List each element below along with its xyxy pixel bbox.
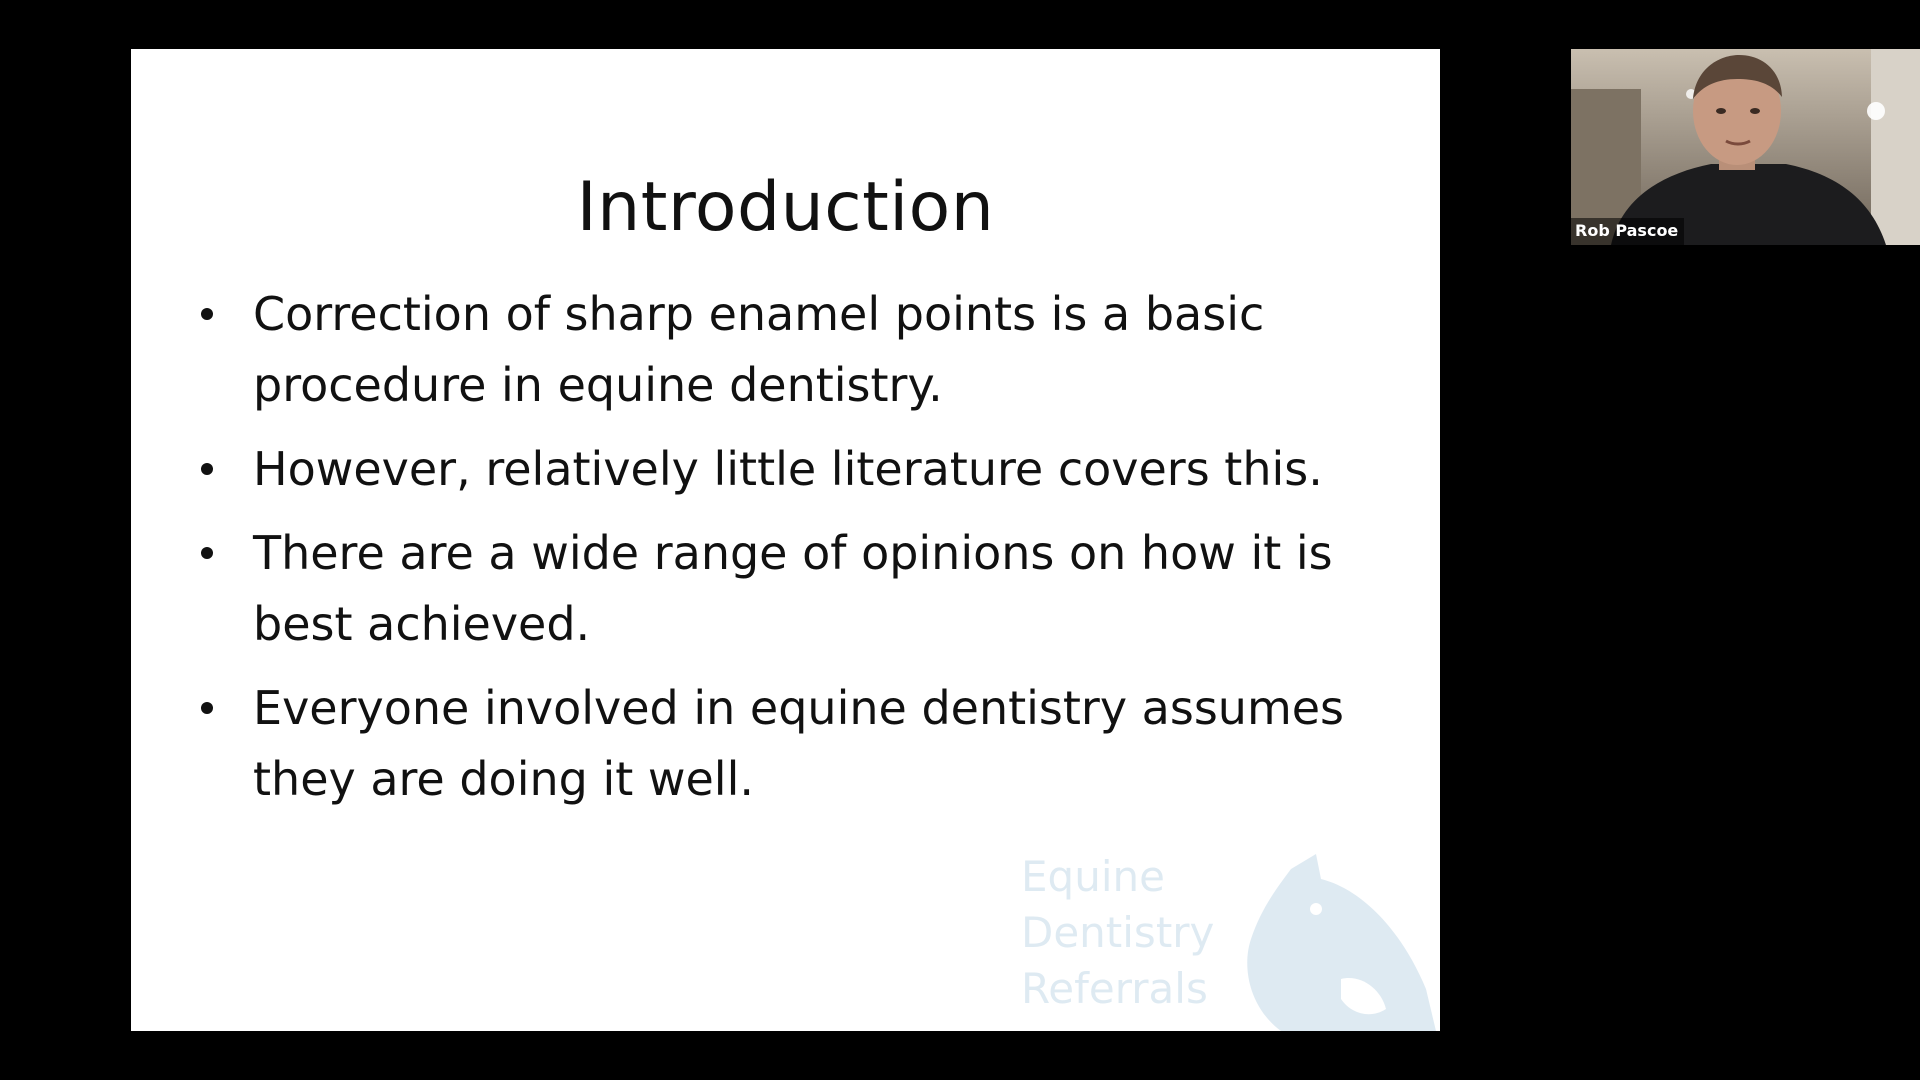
bullet-text: Correction of sharp enamel points is a basic procedure in equine dentistry. <box>253 287 1265 412</box>
bullet-text: There are a wide range of opinions on how it is best achieved. <box>253 526 1333 651</box>
bullet-text: Everyone involved in equine dentistry assumes they are doing it well. <box>253 681 1345 806</box>
watermark-line: Equine <box>1021 852 1165 901</box>
bullet-item <box>201 434 1381 505</box>
bullet-item <box>201 518 1381 660</box>
bullet-item <box>201 673 1381 815</box>
slide-title: Introduction <box>576 168 995 247</box>
bullet-dot-icon <box>201 463 213 475</box>
bullet-text: However, relatively little literature covers this. <box>253 442 1323 496</box>
bullet-dot-icon <box>201 547 213 559</box>
participant-video-feed <box>1571 49 1920 245</box>
participant-video-tile[interactable] <box>1571 49 1920 245</box>
bullet-list <box>201 279 1381 828</box>
bullet-item <box>201 279 1381 421</box>
participant-name-label: Rob Pascoe <box>1571 218 1684 245</box>
watermark-line: Dentistry <box>1021 908 1215 957</box>
watermark-text <box>1021 849 1214 1017</box>
watermark-logo <box>1021 849 1440 1031</box>
bullet-dot-icon <box>201 308 213 320</box>
shared-slide <box>131 49 1440 1031</box>
horse-head-icon <box>1221 849 1440 1031</box>
bullet-dot-icon <box>201 702 213 714</box>
watermark-line: Referrals <box>1021 964 1208 1013</box>
